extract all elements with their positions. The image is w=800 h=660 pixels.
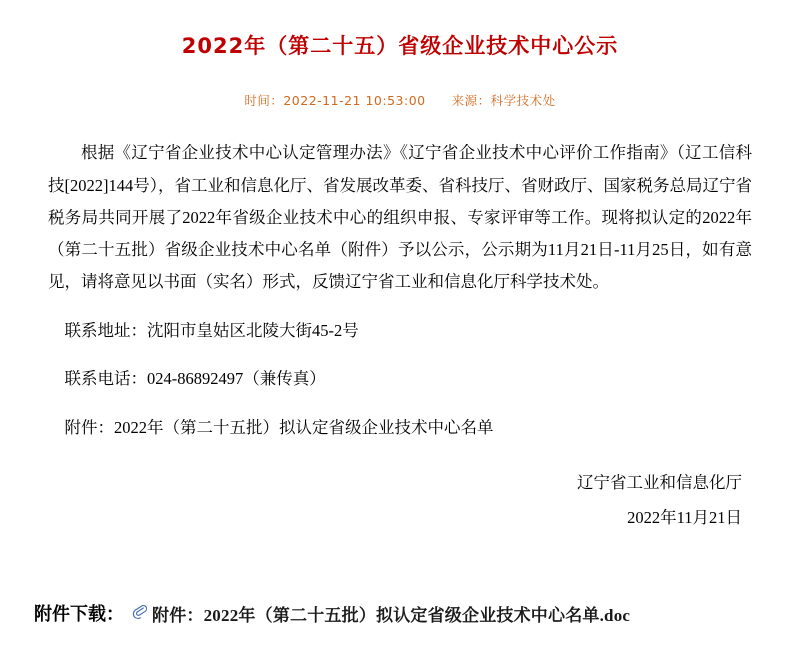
attachment-download-bar xyxy=(0,600,800,626)
page-title: 2022年（第二十五）省级企业技术中心公示 xyxy=(181,34,619,59)
document-page xyxy=(0,14,800,660)
meta-time-label: 时间： xyxy=(244,93,284,109)
meta-source-value: 科学技术处 xyxy=(490,93,556,109)
attachment-note: 附件：2022年（第二十五批）拟认定省级企业技术中心名单 xyxy=(64,418,494,438)
signature-date: 2022年11月21日 xyxy=(627,507,742,527)
signature-block xyxy=(48,466,752,535)
document-body xyxy=(48,137,752,535)
signature-org: 辽宁省工业和信息化厅 xyxy=(577,473,742,493)
download-label: 附件下载： xyxy=(34,604,124,625)
body-paragraph: 根据《辽宁省企业技术中心认定管理办法》《辽宁省企业技术中心评价工作指南》（辽工信科技[2022]144号），省工业和信息化厅、省发展改革委、省科技厅、省财政厅、国家税务总局辽宁省税务局共同开展了2022年省级企业技术中心的组织申报、专家评审等工作。现将拟认定的2022年（第二十五批）省级企业技术中心名单（附件）予以公示，公示期为11月21日-11月25日，如有意见，请将意见以书面（实名）形式，反馈辽宁省工业和信息化厅科学技术处。 xyxy=(48,143,752,292)
paperclip-icon xyxy=(130,602,148,624)
meta-source-label: 来源： xyxy=(451,93,491,109)
document-meta xyxy=(0,91,800,109)
contact-phone: 联系电话：024-86892497（兼传真） xyxy=(64,369,326,389)
meta-time-value: 2022-11-21 10:53:00 xyxy=(283,93,426,109)
contact-address: 联系地址：沈阳市皇姑区北陵大街45-2号 xyxy=(64,320,359,340)
attachment-download-link[interactable]: 附件：2022年（第二十五批）拟认定省级企业技术中心名单.doc xyxy=(152,605,631,625)
